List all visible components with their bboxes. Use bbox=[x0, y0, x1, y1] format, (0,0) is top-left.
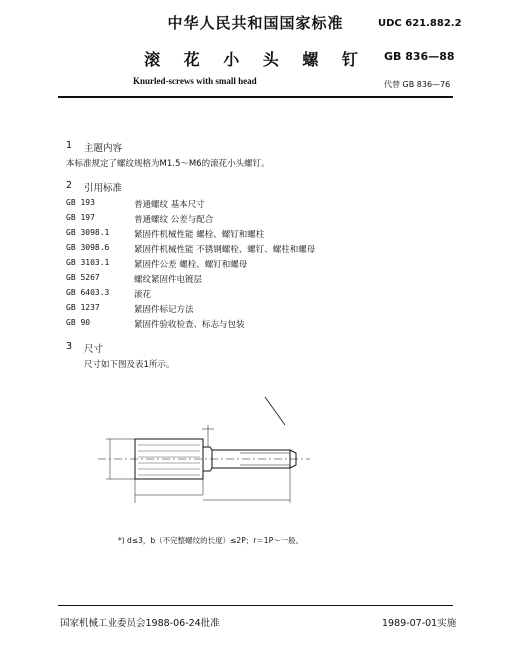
figure-caption: *) d≤3，b（不完整螺纹的长度）≤2P；r＝1P～一般。 bbox=[118, 536, 304, 545]
section-3-number: 3 bbox=[66, 341, 73, 352]
ref-title: 紧固件机械性能 螺栓、螺钉和螺柱 bbox=[134, 230, 265, 240]
standard-title: 滚 花 小 头 螺 钉 bbox=[144, 50, 367, 69]
section-2-number: 2 bbox=[66, 180, 73, 191]
standard-header-title: 中华人民共和国国家标准 bbox=[167, 14, 344, 32]
section-3-title: 尺寸 bbox=[84, 344, 104, 355]
ref-code: GB 1237 bbox=[66, 303, 100, 312]
approval-note: 国家机械工业委员会1988-06-24批准 bbox=[60, 618, 220, 629]
ref-title: 紧固件公差 螺栓、螺钉和螺母 bbox=[134, 260, 248, 270]
gb-number: GB 836—88 bbox=[384, 50, 455, 63]
ref-code: GB 193 bbox=[66, 198, 95, 207]
ref-code: GB 90 bbox=[66, 318, 91, 327]
section-1-text: 本标准规定了螺纹规格为M1.5～M6的滚花小头螺钉。 bbox=[66, 159, 270, 169]
bottom-rule bbox=[58, 605, 453, 606]
ref-title: 紧固件机械性能 不锈钢螺栓、螺钉、螺柱和螺母 bbox=[134, 245, 316, 255]
screw-drawing bbox=[90, 395, 320, 515]
ref-title: 滚花 bbox=[134, 290, 152, 300]
section-1-title: 主题内容 bbox=[84, 143, 123, 154]
section-1-number: 1 bbox=[66, 140, 73, 151]
ref-code: GB 5267 bbox=[66, 273, 100, 282]
top-rule bbox=[58, 96, 453, 98]
section-2-title: 引用标准 bbox=[84, 183, 123, 194]
knurl-pattern bbox=[138, 445, 200, 475]
ref-title: 紧固件验收检查、标志与包装 bbox=[134, 320, 245, 330]
ref-title: 紧固件标记方法 bbox=[134, 305, 194, 315]
ref-title: 普通螺纹 基本尺寸 bbox=[134, 200, 205, 210]
ref-code: GB 3103.1 bbox=[66, 258, 110, 267]
ref-code: GB 3098.1 bbox=[66, 228, 110, 237]
ref-title: 螺纹紧固件电镀层 bbox=[134, 275, 203, 285]
implementation-date: 1989-07-01实施 bbox=[382, 618, 457, 629]
ref-code: GB 3098.6 bbox=[66, 243, 110, 252]
supersedes-note: 代替 GB 836—76 bbox=[384, 80, 451, 89]
ref-code: GB 6403.3 bbox=[66, 288, 110, 297]
section-3-text: 尺寸如下图及表1所示。 bbox=[84, 360, 175, 370]
leader-line bbox=[265, 397, 285, 425]
english-title: Knurled-screws with small head bbox=[133, 76, 257, 86]
ref-title: 普通螺纹 公差与配合 bbox=[134, 215, 214, 225]
udc-number: UDC 621.882.2 bbox=[378, 18, 462, 29]
ref-code: GB 197 bbox=[66, 213, 95, 222]
